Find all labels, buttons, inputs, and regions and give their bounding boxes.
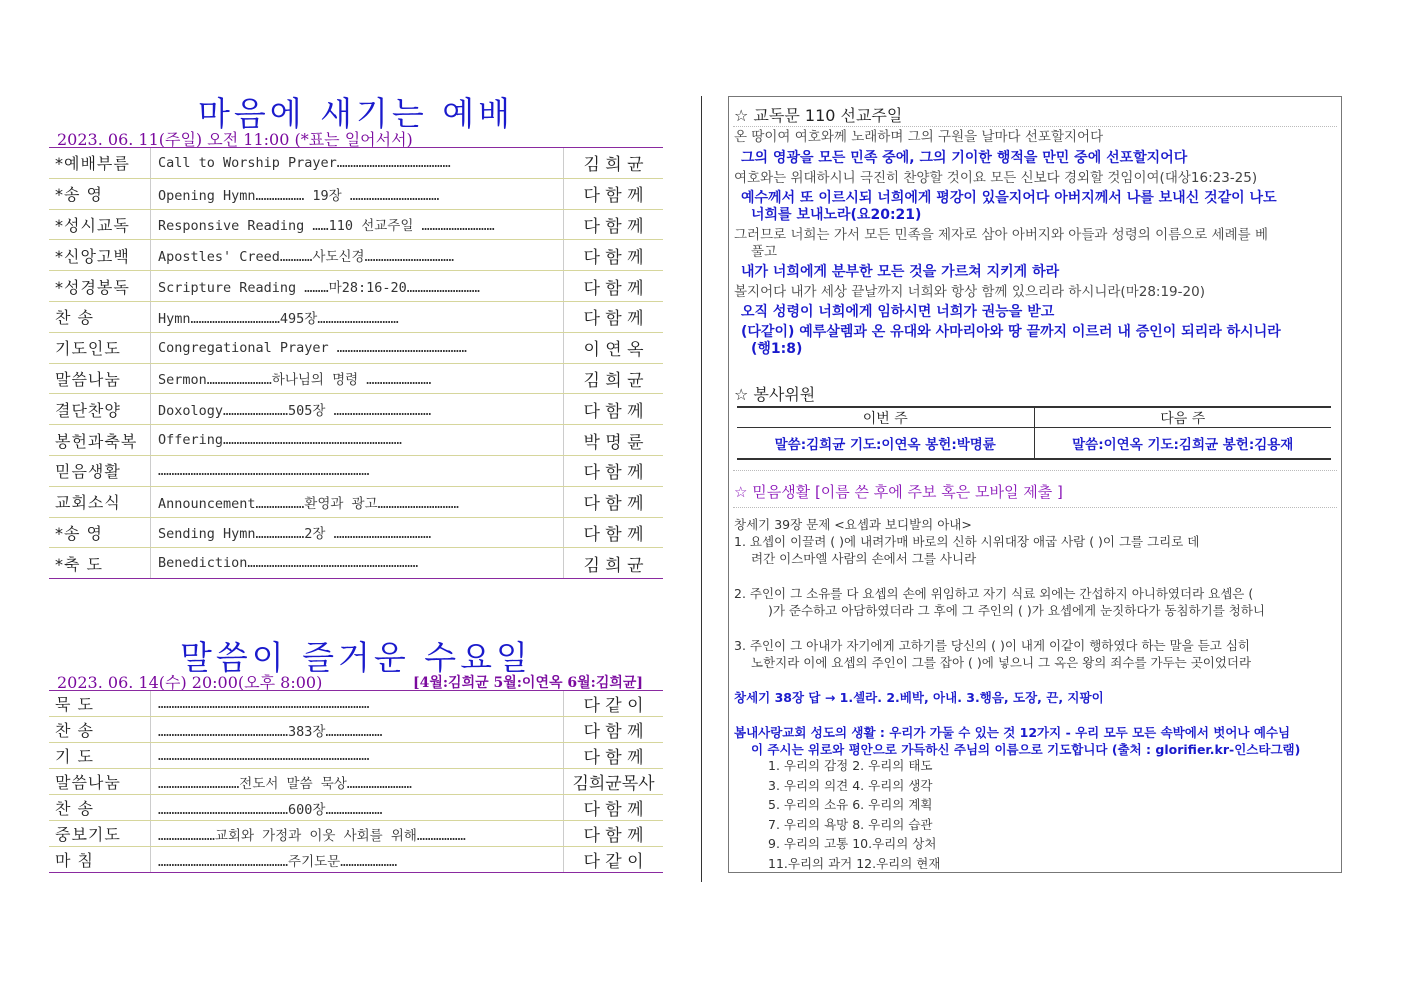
order-content: Hymn……………………………495장………………………… (151, 302, 564, 332)
servers-heading: ☆ 봉사위원 (734, 385, 816, 404)
order-item: *축 도 (49, 548, 151, 578)
responsive-line: 예수께서 또 이르시되 너희에게 평강이 있을지어다 아버지께서 나를 보내신 것같이 나도 (741, 190, 1277, 206)
order-row (49, 795, 663, 821)
order-item: 말씀나눔 (49, 769, 151, 794)
responsive-line: (행1:8) (751, 341, 803, 357)
responsive-line: 여호와는 위대하시니 극진히 찬양할 것이요 모든 신보다 경외할 것임이여(대상16:23-25) (734, 170, 1258, 186)
list-item: 5. 우리의 소유 6. 우리의 계획 (768, 797, 933, 812)
order-item: 묵 도 (49, 691, 151, 716)
list-item: 7. 우리의 욕망 8. 우리의 습관 (768, 816, 933, 832)
order-leader: 다 함 께 (583, 401, 644, 422)
order-row (49, 821, 663, 847)
responsive-line: 너희를 보내노라(요20:21) (751, 207, 922, 223)
order-item: 마 침 (49, 847, 151, 872)
order-item: *송 영 (49, 518, 151, 548)
order-leader: 다 함 께 (583, 247, 644, 268)
order-leader: 다 함 께 (583, 524, 644, 545)
order-content: Sending Hymn………………2장 ……………………………… (151, 518, 564, 548)
quiz-answers: 창세기 38장 답 → 1.셀라. 2.베박, 아내. 3.행음, 도장, 끈, 지팡이 (734, 690, 1104, 705)
wednesday-order-table (49, 690, 663, 873)
this-week-servers: 말씀:김희균 기도:이연옥 봉헌:박명륜 (737, 428, 1035, 458)
order-leader: 이 연 옥 (583, 340, 644, 361)
order-leader: 김 희 균 (583, 555, 644, 576)
order-leader: 다 함 께 (583, 309, 644, 330)
order-item: *송 영 (49, 179, 151, 209)
order-item: 찬 송 (49, 795, 151, 820)
order-content: …………………………전도서 말씀 묵상…………………… (151, 769, 564, 794)
responsive-line: 풀고 (751, 244, 778, 260)
order-leader: 다 함 께 (583, 463, 644, 484)
order-item: *성경봉독 (49, 271, 151, 301)
order-item: 찬 송 (49, 717, 151, 742)
sunday-order-table (49, 147, 663, 579)
order-leader: 김희균목사 (572, 774, 655, 794)
order-content: Scripture Reading ………마28:16-20……………………… (151, 271, 564, 301)
order-leader: 다 함 께 (583, 186, 644, 207)
responsive-line: 온 땅이여 여호와께 노래하며 그의 구원을 날마다 선포할지어다 (734, 129, 1104, 145)
order-leader: 김 희 균 (583, 370, 644, 391)
order-row (49, 425, 663, 456)
next-week-label: 다음 주 (1160, 411, 1206, 427)
column-divider (701, 96, 702, 882)
order-leader: 다 같 이 (583, 696, 644, 716)
order-content: Sermon……………………하나님의 명령 …………………… (151, 364, 564, 394)
responsive-line: 볼지어다 내가 세상 끝날까지 너희와 항상 함께 있으리라 하시니라(마28:19-20) (734, 284, 1205, 300)
wednesday-date-line: 2023. 06. 14(수) 20:00(오후 8:00) (57, 673, 323, 692)
order-item: *성시교독 (49, 210, 151, 240)
order-item: 기도인도 (49, 333, 151, 363)
order-content: …………………………………………………………………… (151, 691, 564, 716)
order-leader: 김 희 균 (583, 155, 644, 176)
quiz-question-3: 3. 주인이 그 아내가 자기에게 고하기를 당신의 ( )이 내게 이같이 행하였다 하는 말을 듣고 심히 (734, 638, 1250, 653)
order-row (49, 743, 663, 769)
order-item: 결단찬양 (49, 394, 151, 424)
order-item: *예배부름 (49, 148, 151, 178)
order-content: …………………교회와 가정과 이웃 사회를 위해……………… (151, 821, 564, 846)
order-content: …………………………………………………………………… (151, 456, 564, 486)
order-item: 봉헌과축복 (49, 425, 151, 455)
order-item: 찬 송 (49, 302, 151, 332)
order-content: Opening Hymn……………… 19장 …………………………… (151, 179, 564, 209)
heading-rule (733, 126, 1337, 127)
order-leader: 다 같 이 (583, 852, 644, 872)
list-item: 9. 우리의 고통 10.우리의 상처 (768, 836, 937, 851)
order-row (49, 302, 663, 333)
order-item: 말씀나눔 (49, 364, 151, 394)
this-week-label: 이번 주 (737, 408, 1035, 427)
order-row (49, 333, 663, 364)
order-row (49, 240, 663, 271)
faith-life-heading: ☆ 믿음생활 [이름 쓴 후에 주보 혹은 모바일 제출 ] (734, 483, 1063, 501)
order-row (49, 210, 663, 241)
order-content: Doxology……………………505장 ……………………………… (151, 394, 564, 424)
quiz-question-2: 2. 주인이 그 소유를 다 요셉의 손에 위임하고 자기 식료 외에는 간섭하지 아니하였더라 요셉은 ( (734, 586, 1254, 601)
list-item: 3. 우리의 의견 4. 우리의 생각 (768, 777, 933, 793)
order-content: …………………………………………383장………………… (151, 717, 564, 742)
order-row (49, 548, 663, 579)
wednesday-service-title: 말씀이 즐거운 수요일 (180, 638, 532, 677)
list-item: 11.우리의 과거 12.우리의 현재 (768, 855, 941, 871)
order-row (49, 456, 663, 487)
order-row (49, 148, 663, 179)
order-content: Benediction……………………………………………………… (151, 548, 564, 578)
servers-rule (733, 470, 1337, 471)
order-row (49, 179, 663, 210)
order-item: *신앙고백 (49, 240, 151, 270)
responsive-line: (다같이) 예루살렘과 온 유대와 사마리아와 땅 끝까지 이르러 내 증인이 되리라 하시니라 (741, 324, 1281, 340)
order-content: Offering………………………………………………………… (151, 425, 564, 455)
order-row (49, 518, 663, 549)
order-row (49, 769, 663, 795)
order-row (49, 717, 663, 743)
order-leader: 다 함 께 (583, 278, 644, 299)
order-row (49, 847, 663, 873)
responsive-line: 그러므로 너희는 가서 모든 민족을 제자로 삼아 아버지와 아들과 성령의 이름으로 세례를 베 (734, 227, 1269, 243)
order-item: 기 도 (49, 743, 151, 768)
order-row (49, 691, 663, 717)
sunday-service-title: 마음에 새기는 예배 (197, 94, 514, 133)
order-item: 교회소식 (49, 487, 151, 517)
order-leader: 박 명 륜 (583, 432, 644, 453)
order-item: 중보기도 (49, 821, 151, 846)
order-leader: 다 함 께 (583, 748, 644, 768)
order-content: …………………………………………600장………………… (151, 795, 564, 820)
faith-rule (733, 507, 1337, 508)
next-week-servers: 말씀:이연옥 기도:김희균 봉헌:김용재 (1072, 437, 1294, 453)
list-item: 1. 우리의 감정 2. 우리의 태도 (768, 758, 933, 773)
order-leader: 다 함 께 (583, 216, 644, 237)
order-row (49, 271, 663, 302)
responsive-line: 내가 너희에게 분부한 모든 것을 가르쳐 지키게 하라 (741, 264, 1060, 280)
order-content: Announcement………………환영과 광고………………………… (151, 487, 564, 517)
order-content: Apostles' Creed…………사도신경…………………………… (151, 240, 564, 270)
order-content: Responsive Reading ……110 선교주일 ……………………… (151, 210, 564, 240)
responsive-line: 오직 성령이 너희에게 임하시면 너희가 권능을 받고 (741, 304, 1055, 320)
responsive-reading-heading: ☆ 교독문 110 선교주일 (734, 106, 903, 125)
order-item: 믿음생활 (49, 456, 151, 486)
order-leader: 다 함 께 (583, 800, 644, 820)
order-row (49, 487, 663, 518)
order-content: …………………………………………주기도문………………… (151, 847, 564, 872)
life-statement: 봄내사랑교회 성도의 생활 : 우리가 가둘 수 있는 것 12가지 - 우리 모두 모든 속박에서 벗어나 예수님 (734, 725, 1291, 740)
life-statement-cont: 이 주시는 위로와 평안으로 가득하신 주님의 이름으로 기도합니다 (출처 : glorifier.kr-인스타그램) (751, 742, 1301, 757)
servers-table (737, 406, 1331, 460)
quiz-question-1: 1. 요셉이 이끌려 ( )에 내려가매 바로의 신하 시위대장 애굽 사람 ( )이 그를 그리로 데 (734, 534, 1200, 549)
order-leader: 다 함 께 (583, 494, 644, 515)
order-row (49, 394, 663, 425)
order-leader: 다 함 께 (583, 826, 644, 846)
order-content: Call to Worship Prayer…………………………………… (151, 148, 564, 178)
quiz-question-1-cont: 려간 이스마엘 사람의 손에서 그를 사니라 (751, 551, 977, 566)
wednesday-leaders-note: [4월:김희균 5월:이연옥 6월:김희균] (413, 675, 644, 691)
order-content: Congregational Prayer ………………………………………… (151, 333, 564, 363)
quiz-question-2-cont: )가 준수하고 아담하였더라 그 후에 그 주인의 ( )가 요셉에게 눈짓하다가 동침하기를 청하니 (768, 603, 1266, 618)
order-row (49, 364, 663, 395)
sunday-date-line: 2023. 06. 11(주일) 오전 11:00 (*표는 일어서서) (57, 130, 413, 149)
order-leader: 다 함 께 (583, 722, 644, 742)
quiz-question-3-cont: 노한지라 이에 요셉의 주인이 그를 잡아 ( )에 넣으니 그 옥은 왕의 죄수를 가두는 곳이었더라 (751, 655, 1252, 670)
responsive-line: 그의 영광을 모든 민족 중에, 그의 기이한 행적을 만민 중에 선포할지어다 (741, 150, 1188, 166)
order-content: …………………………………………………………………… (151, 743, 564, 768)
quiz-title: 창세기 39장 문제 <요셉과 보디발의 아내> (734, 517, 972, 532)
